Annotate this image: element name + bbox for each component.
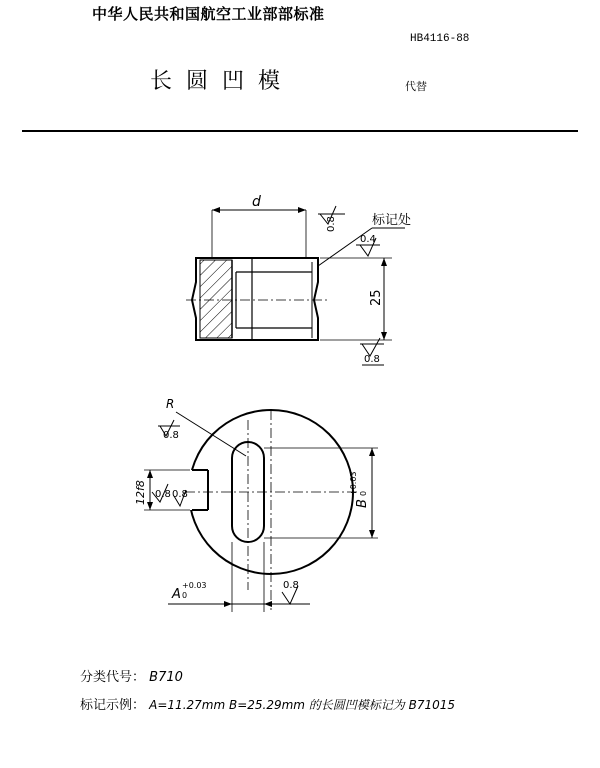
- finish-top-value: 0.8: [326, 216, 337, 232]
- dim-height: [320, 258, 392, 340]
- example-line: [80, 694, 455, 713]
- category-code: B710: [149, 670, 183, 685]
- finish-A-value: 0.8: [283, 580, 299, 591]
- section-hatch: [200, 260, 232, 338]
- finish-04-value: 0.4: [360, 234, 376, 245]
- dim-A-label: A: [172, 587, 181, 602]
- dim-d: [212, 194, 306, 258]
- dim-B: [264, 448, 378, 538]
- category-label: 分类代号：: [80, 670, 146, 685]
- dim-R-label: R: [166, 397, 175, 411]
- example-text: A=11.27mm B=25.29mm 的长圆凹模标记为 B71015: [149, 698, 456, 712]
- mark-location-label: 标记处: [372, 213, 412, 228]
- finish-12f8-a: 0.8: [155, 489, 171, 500]
- dim-B-label: B: [355, 499, 370, 508]
- dim-B-tol-upper: +0.03: [349, 471, 358, 496]
- standard-code: HB4116-88: [410, 33, 470, 45]
- dim-A-tol-upper: +0.03: [182, 581, 207, 590]
- dim-12f8-label: 12f8: [134, 480, 147, 505]
- category-line: [80, 666, 183, 685]
- dim-B-tol-lower: 0: [359, 490, 368, 496]
- dim-height-label: 25: [369, 289, 384, 306]
- example-label: 标记示例：: [80, 698, 146, 713]
- surface-finish-bottom: [360, 338, 384, 365]
- finish-R-value: 0.8: [163, 430, 179, 441]
- dim-A-tol-lower: 0: [182, 591, 188, 600]
- replaces-label: 代替: [405, 80, 427, 93]
- section-view: [186, 258, 330, 340]
- dim-12f8: [134, 470, 190, 510]
- surface-finish-04: [356, 234, 380, 256]
- surface-finish-top: [318, 206, 345, 232]
- header-rule: [22, 130, 578, 132]
- technical-drawing: [0, 140, 600, 630]
- document-title: 长圆凹模: [150, 69, 295, 94]
- finish-12f8-b: 0.8: [172, 489, 188, 500]
- dim-d-label: d: [252, 194, 261, 210]
- standard-organization: 中华人民共和国航空工业部部标准: [92, 5, 325, 23]
- dim-A: [168, 542, 310, 612]
- plan-view: [185, 410, 360, 610]
- finish-bottom-value: 0.8: [364, 354, 380, 365]
